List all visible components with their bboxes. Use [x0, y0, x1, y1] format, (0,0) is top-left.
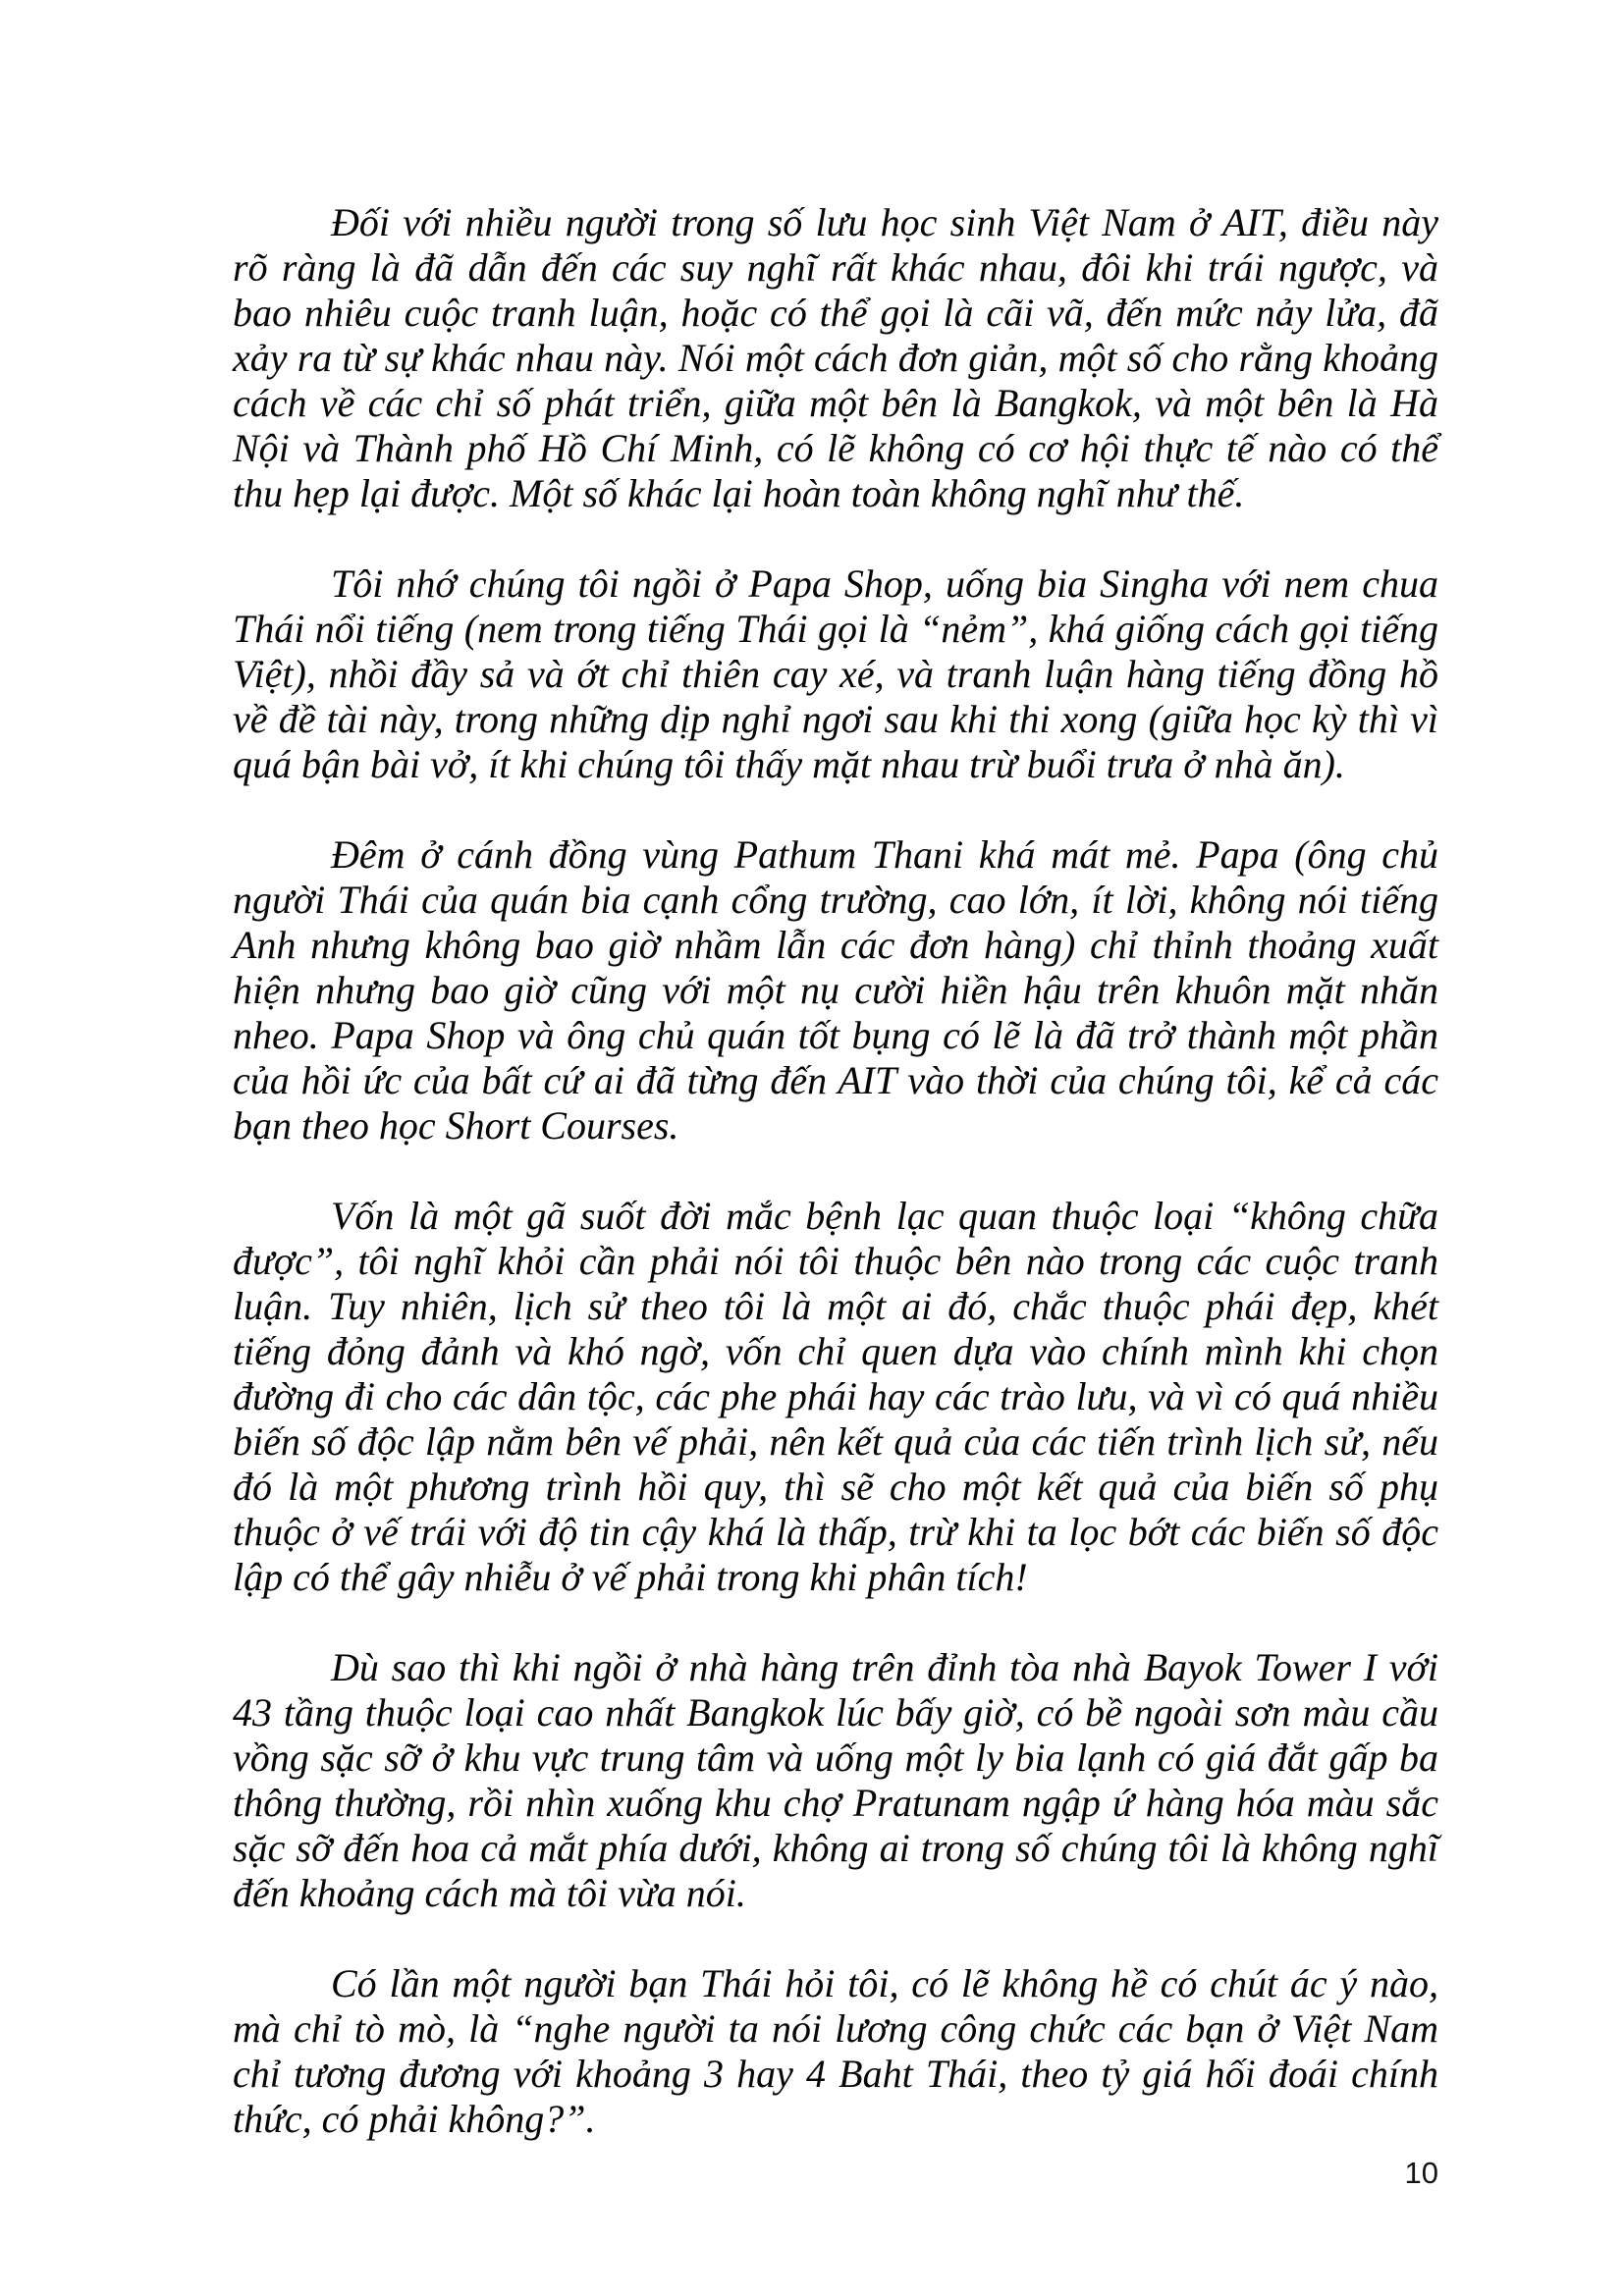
paragraph: Đêm ở cánh đồng vùng Pathum Thani khá mát mẻ. Papa (ông chủ người Thái của quán bia cạnh cổng trường, cao lớn, ít lời, không nói tiếng Anh nhưng không bao giờ nhầm lẫn các đơn hàng) chỉ thỉnh thoảng xuất hiện nhưng bao giờ cũng với một nụ cười hiền hậu trên khuôn mặt nhăn nheo. Papa Shop và ông chủ quán tốt bụng có lẽ là đã trở thành một phần của hồi ức của bất cứ ai đã từng đến AIT vào thời của chúng tôi, kể cả các bạn theo học Short Courses. [233, 832, 1438, 1148]
paragraph: Vốn là một gã suốt đời mắc bệnh lạc quan thuộc loại “không chữa được”, tôi nghĩ khỏi cần phải nói tôi thuộc bên nào trong các cuộc tranh luận. Tuy nhiên, lịch sử theo tôi là một ai đó, chắc thuộc phái đẹp, khét tiếng đỏng đảnh và khó ngờ, vốn chỉ quen dựa vào chính mình khi chọn đường đi cho các dân tộc, các phe phái hay các trào lưu, và vì có quá nhiều biến số độc lập nằm bên vế phải, nên kết quả của các tiến trình lịch sử, nếu đó là một phương trình hồi quy, thì sẽ cho một kết quả của biến số phụ thuộc ở vế trái với độ tin cậy khá là thấp, trừ khi ta lọc bớt các biến số độc lập có thể gây nhiễu ở vế phải trong khi phân tích! [233, 1194, 1438, 1599]
paragraph: Đối với nhiều người trong số lưu học sinh Việt Nam ở AIT, điều này rõ ràng là đã dẫn đến các suy nghĩ rất khác nhau, đôi khi trái ngược, và bao nhiêu cuộc tranh luận, hoặc có thể gọi là cãi vã, đến mức nảy lửa, đã xảy ra từ sự khác nhau này. Nói một cách đơn giản, một số cho rằng khoảng cách về các chỉ số phát triển, giữa một bên là Bangkok, và một bên là Hà Nội và Thành phố Hồ Chí Minh, có lẽ không có cơ hội thực tế nào có thể thu hẹp lại được. Một số khác lại hoàn toàn không nghĩ như thế. [233, 200, 1438, 515]
paragraph: Tôi nhớ chúng tôi ngồi ở Papa Shop, uống bia Singha với nem chua Thái nổi tiếng (nem trong tiếng Thái gọi là “nẻm”, khá giống cách gọi tiếng Việt), nhồi đầy sả và ớt chỉ thiên cay xé, và tranh luận hàng tiếng đồng hồ về đề tài này, trong những dịp nghỉ ngơi sau khi thi xong (giữa học kỳ thì vì quá bận bài vở, ít khi chúng tôi thấy mặt nhau trừ buổi trưa ở nhà ăn). [233, 561, 1438, 786]
paragraph: Có lần một người bạn Thái hỏi tôi, có lẽ không hề có chút ác ý nào, mà chỉ tò mò, là “nghe người ta nói lương công chức các bạn ở Việt Nam chỉ tương đương với khoảng 3 hay 4 Baht Thái, theo tỷ giá hối đoái chính thức, có phải không?”. [233, 1961, 1438, 2141]
text-body [233, 200, 1438, 2187]
paragraph: Dù sao thì khi ngồi ở nhà hàng trên đỉnh tòa nhà Bayok Tower I với 43 tầng thuộc loại cao nhất Bangkok lúc bấy giờ, có bề ngoài sơn màu cầu vồng sặc sỡ ở khu vực trung tâm và uống một ly bia lạnh có giá đắt gấp ba thông thường, rồi nhìn xuống khu chợ Pratunam ngập ứ hàng hóa màu sắc sặc sỡ đến hoa cả mắt phía dưới, không ai trong số chúng tôi là không nghĩ đến khoảng cách mà tôi vừa nói. [233, 1645, 1438, 1915]
page-number: 10 [1404, 2156, 1438, 2190]
